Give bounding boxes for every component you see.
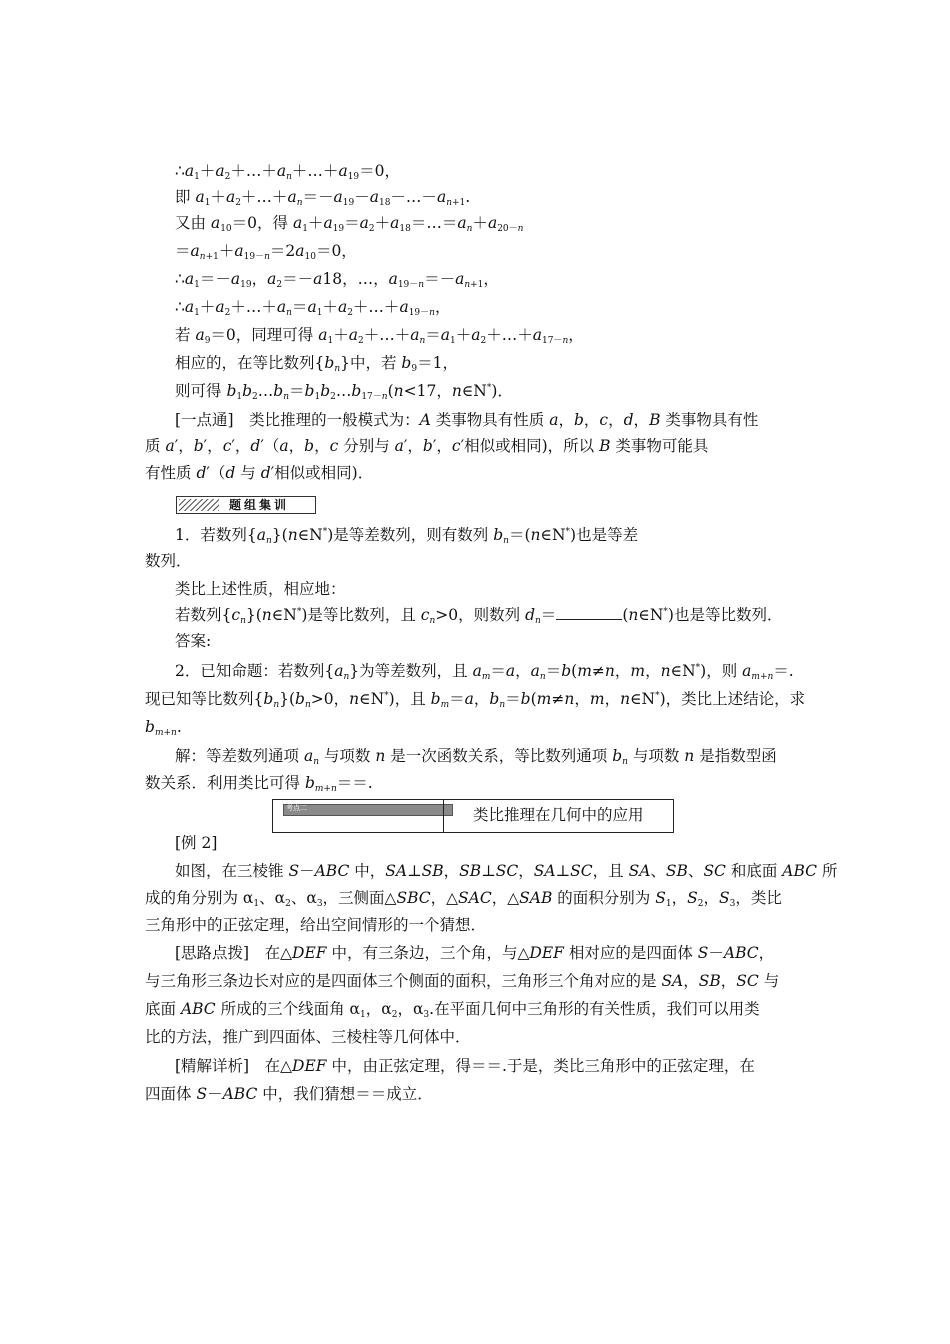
- knowledge-point-title: 类比推理在几何中的应用: [473, 806, 644, 824]
- one-point-line-1: [一点通] 类比推理的一般模式为：A 类事物具有性质 a，b，c，d，B 类事物具有性: [175, 411, 759, 429]
- proof-line-7: 若 $a_9=0$，同理可得 $a_1+a_2+\dots+a_n=a_1+a_2+\dots+a_{17-n}$，: [175, 326, 584, 346]
- solution-line-2: 数关系．利用类比可得 $b_{m+n}==$.: [145, 774, 373, 794]
- proof-line-1: $\therefore a_1+a_2+\dots+a_n+\dots+a_{19}=0$，: [175, 162, 401, 182]
- detail-line-2: 四面体 S－ABC 中，我们猜想＝＝成立．: [145, 1085, 433, 1103]
- proof-line-5: $\therefore a_1=-a_{19}$，$a_2=-a18$，…，$a_{19-n}=-a_{n+1}$，: [175, 270, 499, 290]
- proof-line-2: 即 $a_1+a_2+\dots+a_n=-a_{19}-a_{18}-\dots-a_{n+1}$.: [175, 188, 471, 208]
- knowledge-point-label: 考点二: [286, 804, 307, 812]
- thinking-line-3: 底面 ABC 所成的三个线面角 $\alpha_1$，$\alpha_2$，$\alpha_3$.在平面几何中三角形的有关性质，我们可以用类: [145, 1000, 760, 1020]
- example-label: [例 2]: [175, 834, 218, 852]
- problem-1-line-1: 1．若数列$\{a_n\}(n\in N^*)$是等差数列，则有数列 $b_n=(n\in N^*)$也是等差: [175, 526, 639, 546]
- problem-1-line-4: 若数列$\{c_n\}(n\in N^*)$是等比数列，且 $c_n>0$，则数列 $d_n=$ (n∈N*)也是等比数列．: [175, 606, 783, 626]
- problem-1-line-3: 类比上述性质，相应地：: [175, 580, 346, 598]
- example-line-3: 三角形中的正弦定理，给出空间情形的一个猜想．: [145, 916, 487, 934]
- answer-label: 答案:: [175, 632, 212, 650]
- practice-group-badge: [176, 496, 316, 514]
- solution-line-1: 解：等差数列通项 $a_n$ 与项数 n 是一次函数关系，等比数列通项 $b_n$ 与项数 n 是指数型函: [175, 747, 777, 767]
- thinking-line-1: [思路点拨] 在△DEF 中，有三条边，三个角，与△DEF 相对应的是四面体 S－ABC，: [175, 944, 775, 962]
- problem-2-line-2: 现已知等比数列$\{b_n\}(b_n>0$，n∈N*)，且 $b_m=a$，$b_n=b(m\ne n$，m，n∈N*)，类比上述结论，求: [145, 690, 806, 710]
- thinking-line-4: 比的方法，推广到四面体、三棱柱等几何体中．: [145, 1028, 471, 1046]
- proof-line-9: 则可得 $b_1b_2\dots b_n=b_1b_2\dots b_{17-n}(n<17$，n∈N*)．: [175, 382, 513, 402]
- detail-line-1: [精解详析] 在△DEF 中，由正弦定理，得＝＝.于是，类比三角形中的正弦定理，在: [175, 1057, 755, 1075]
- example-line-2: 成的角分别为 $\alpha_1$、$\alpha_2$、$\alpha_3$，三侧面△SBC，△SAC，△SAB 的面积分别为 $S_1$，$S_2$，$S_3$，类比: [145, 889, 782, 909]
- problem-1-line-2: 数列．: [145, 552, 192, 570]
- knowledge-point-label-bar: [283, 804, 453, 816]
- knowledge-point-header: [272, 799, 674, 833]
- one-point-line-2: 质 a′，b′，c′，d′（a，b，c 分别与 a′，b′，c′相似或相同)，所以 B 类事物可能具: [145, 437, 709, 455]
- proof-line-4: $=a_{n+1}+a_{19-n}=2a_{10}=0$，: [175, 242, 357, 262]
- header-divider: [443, 800, 444, 833]
- proof-line-8: 相应的，在等比数列$\{b_n\}$中，若 $b_9=1$，: [175, 354, 458, 374]
- badge-title: 题组集训: [229, 498, 290, 512]
- badge-hatch: [179, 499, 219, 511]
- answer-blank[interactable]: [556, 607, 622, 620]
- thinking-line-2: 与三角形三条边长对应的是四面体三个侧面的面积，三角形三个角对应的是 SA，SB，SC 与: [145, 972, 780, 990]
- one-point-line-3: 有性质 d′（d 与 d′相似或相同)．: [145, 464, 374, 482]
- problem-2-line-3: $b_{m+n}$.: [145, 718, 182, 738]
- example-line-1: 如图，在三棱锥 S－ABC 中，SA⊥SB，SB⊥SC，SA⊥SC，且 SA、SB、SC 和底面 ABC 所: [175, 862, 838, 880]
- proof-line-3: 又由 $a_{10}=0$，得 $a_1+a_{19}=a_2+a_{18}=\dots=a_n+a_{20-n}$: [175, 214, 524, 234]
- proof-line-6: $\therefore a_1+a_2+\dots+a_n=a_1+a_2+\dots+a_{19-n}$，: [175, 298, 451, 318]
- problem-2-line-1: 2．已知命题：若数列$\{a_n\}$为等差数列，且 $a_m=a$，$a_n=b(m\ne n$，m，n∈N*)，则 $a_{m+n}=$.: [175, 662, 794, 682]
